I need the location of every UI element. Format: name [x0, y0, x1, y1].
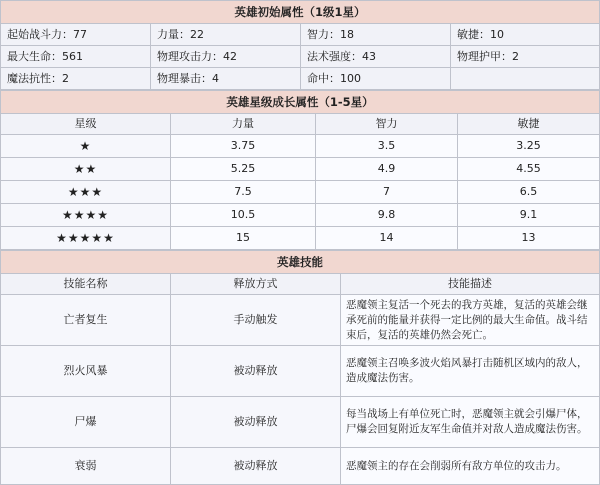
- skill-description: 每当战场上有单位死亡时，恶魔领主就会引爆尸体，尸爆会回复附近友军生命值并对敌人造成魔法伤害。: [341, 397, 600, 448]
- star-row: [1, 181, 600, 204]
- column-header: 星级: [1, 114, 171, 135]
- strength-value: 5.25: [171, 158, 316, 181]
- intelligence-value: 3.5: [316, 135, 458, 158]
- star-level: ★★★★: [1, 204, 171, 227]
- skill-name: 尸爆: [1, 397, 171, 448]
- column-header: 敏捷: [458, 114, 600, 135]
- attr-cell: 力量：22: [151, 24, 301, 46]
- agility-value: 9.1: [458, 204, 600, 227]
- column-header: 力量: [171, 114, 316, 135]
- strength-value: 15: [171, 227, 316, 250]
- intelligence-value: 14: [316, 227, 458, 250]
- initial-attributes-title: 英雄初始属性（1级1星）: [1, 1, 600, 24]
- agility-value: 13: [458, 227, 600, 250]
- agility-value: 3.25: [458, 135, 600, 158]
- star-level: ★: [1, 135, 171, 158]
- agility-value: 4.55: [458, 158, 600, 181]
- attribute-row: [1, 24, 600, 46]
- skills-header: [1, 274, 600, 295]
- attr-cell: 最大生命：561: [1, 46, 151, 68]
- star-row: [1, 158, 600, 181]
- skill-name: 烈火风暴: [1, 346, 171, 397]
- strength-value: 10.5: [171, 204, 316, 227]
- attr-cell: 物理护甲：2: [451, 46, 600, 68]
- star-row: [1, 227, 600, 250]
- attr-cell: 命中：100: [301, 68, 451, 90]
- hero-skills-table: [0, 250, 600, 485]
- column-header: 技能名称: [1, 274, 171, 295]
- skill-row: [1, 346, 600, 397]
- star-level: ★★★: [1, 181, 171, 204]
- attr-cell: 智力：18: [301, 24, 451, 46]
- skill-cast-mode: 被动释放: [171, 397, 341, 448]
- skill-name: 衰弱: [1, 448, 171, 485]
- column-header: 智力: [316, 114, 458, 135]
- agility-value: 6.5: [458, 181, 600, 204]
- intelligence-value: 9.8: [316, 204, 458, 227]
- attr-cell: 物理暴击：4: [151, 68, 301, 90]
- skill-cast-mode: 被动释放: [171, 448, 341, 485]
- attr-cell: 法术强度：43: [301, 46, 451, 68]
- column-header: 技能描述: [341, 274, 600, 295]
- attribute-row: [1, 46, 600, 68]
- star-row: [1, 204, 600, 227]
- skill-description: 恶魔领主召唤多波火焰风暴打击随机区域内的敌人，造成魔法伤害。: [341, 346, 600, 397]
- star-growth-header: [1, 114, 600, 135]
- intelligence-value: 7: [316, 181, 458, 204]
- star-growth-table: [0, 90, 600, 250]
- attr-cell: 魔法抗性：2: [1, 68, 151, 90]
- initial-attributes-table: [0, 0, 600, 90]
- skill-cast-mode: 手动触发: [171, 295, 341, 346]
- intelligence-value: 4.9: [316, 158, 458, 181]
- star-growth-title: 英雄星级成长属性（1-5星）: [1, 91, 600, 114]
- strength-value: 3.75: [171, 135, 316, 158]
- skill-row: [1, 295, 600, 346]
- column-header: 释放方式: [171, 274, 341, 295]
- attribute-row: [1, 68, 600, 90]
- star-level: ★★: [1, 158, 171, 181]
- skill-row: [1, 397, 600, 448]
- strength-value: 7.5: [171, 181, 316, 204]
- attr-cell: 物理攻击力：42: [151, 46, 301, 68]
- skill-description: 恶魔领主复活一个死去的我方英雄，复活的英雄会继承死前的能量并获得一定比例的最大生命值。战斗结束后，复活的英雄仍然会死亡。: [341, 295, 600, 346]
- star-level: ★★★★★: [1, 227, 171, 250]
- hero-skills-title: 英雄技能: [1, 251, 600, 274]
- skill-cast-mode: 被动释放: [171, 346, 341, 397]
- skill-description: 恶魔领主的存在会削弱所有敌方单位的攻击力。: [341, 448, 600, 485]
- star-row: [1, 135, 600, 158]
- skill-name: 亡者复生: [1, 295, 171, 346]
- attr-cell-empty: [451, 68, 600, 90]
- attr-cell: 起始战斗力：77: [1, 24, 151, 46]
- attr-cell: 敏捷：10: [451, 24, 600, 46]
